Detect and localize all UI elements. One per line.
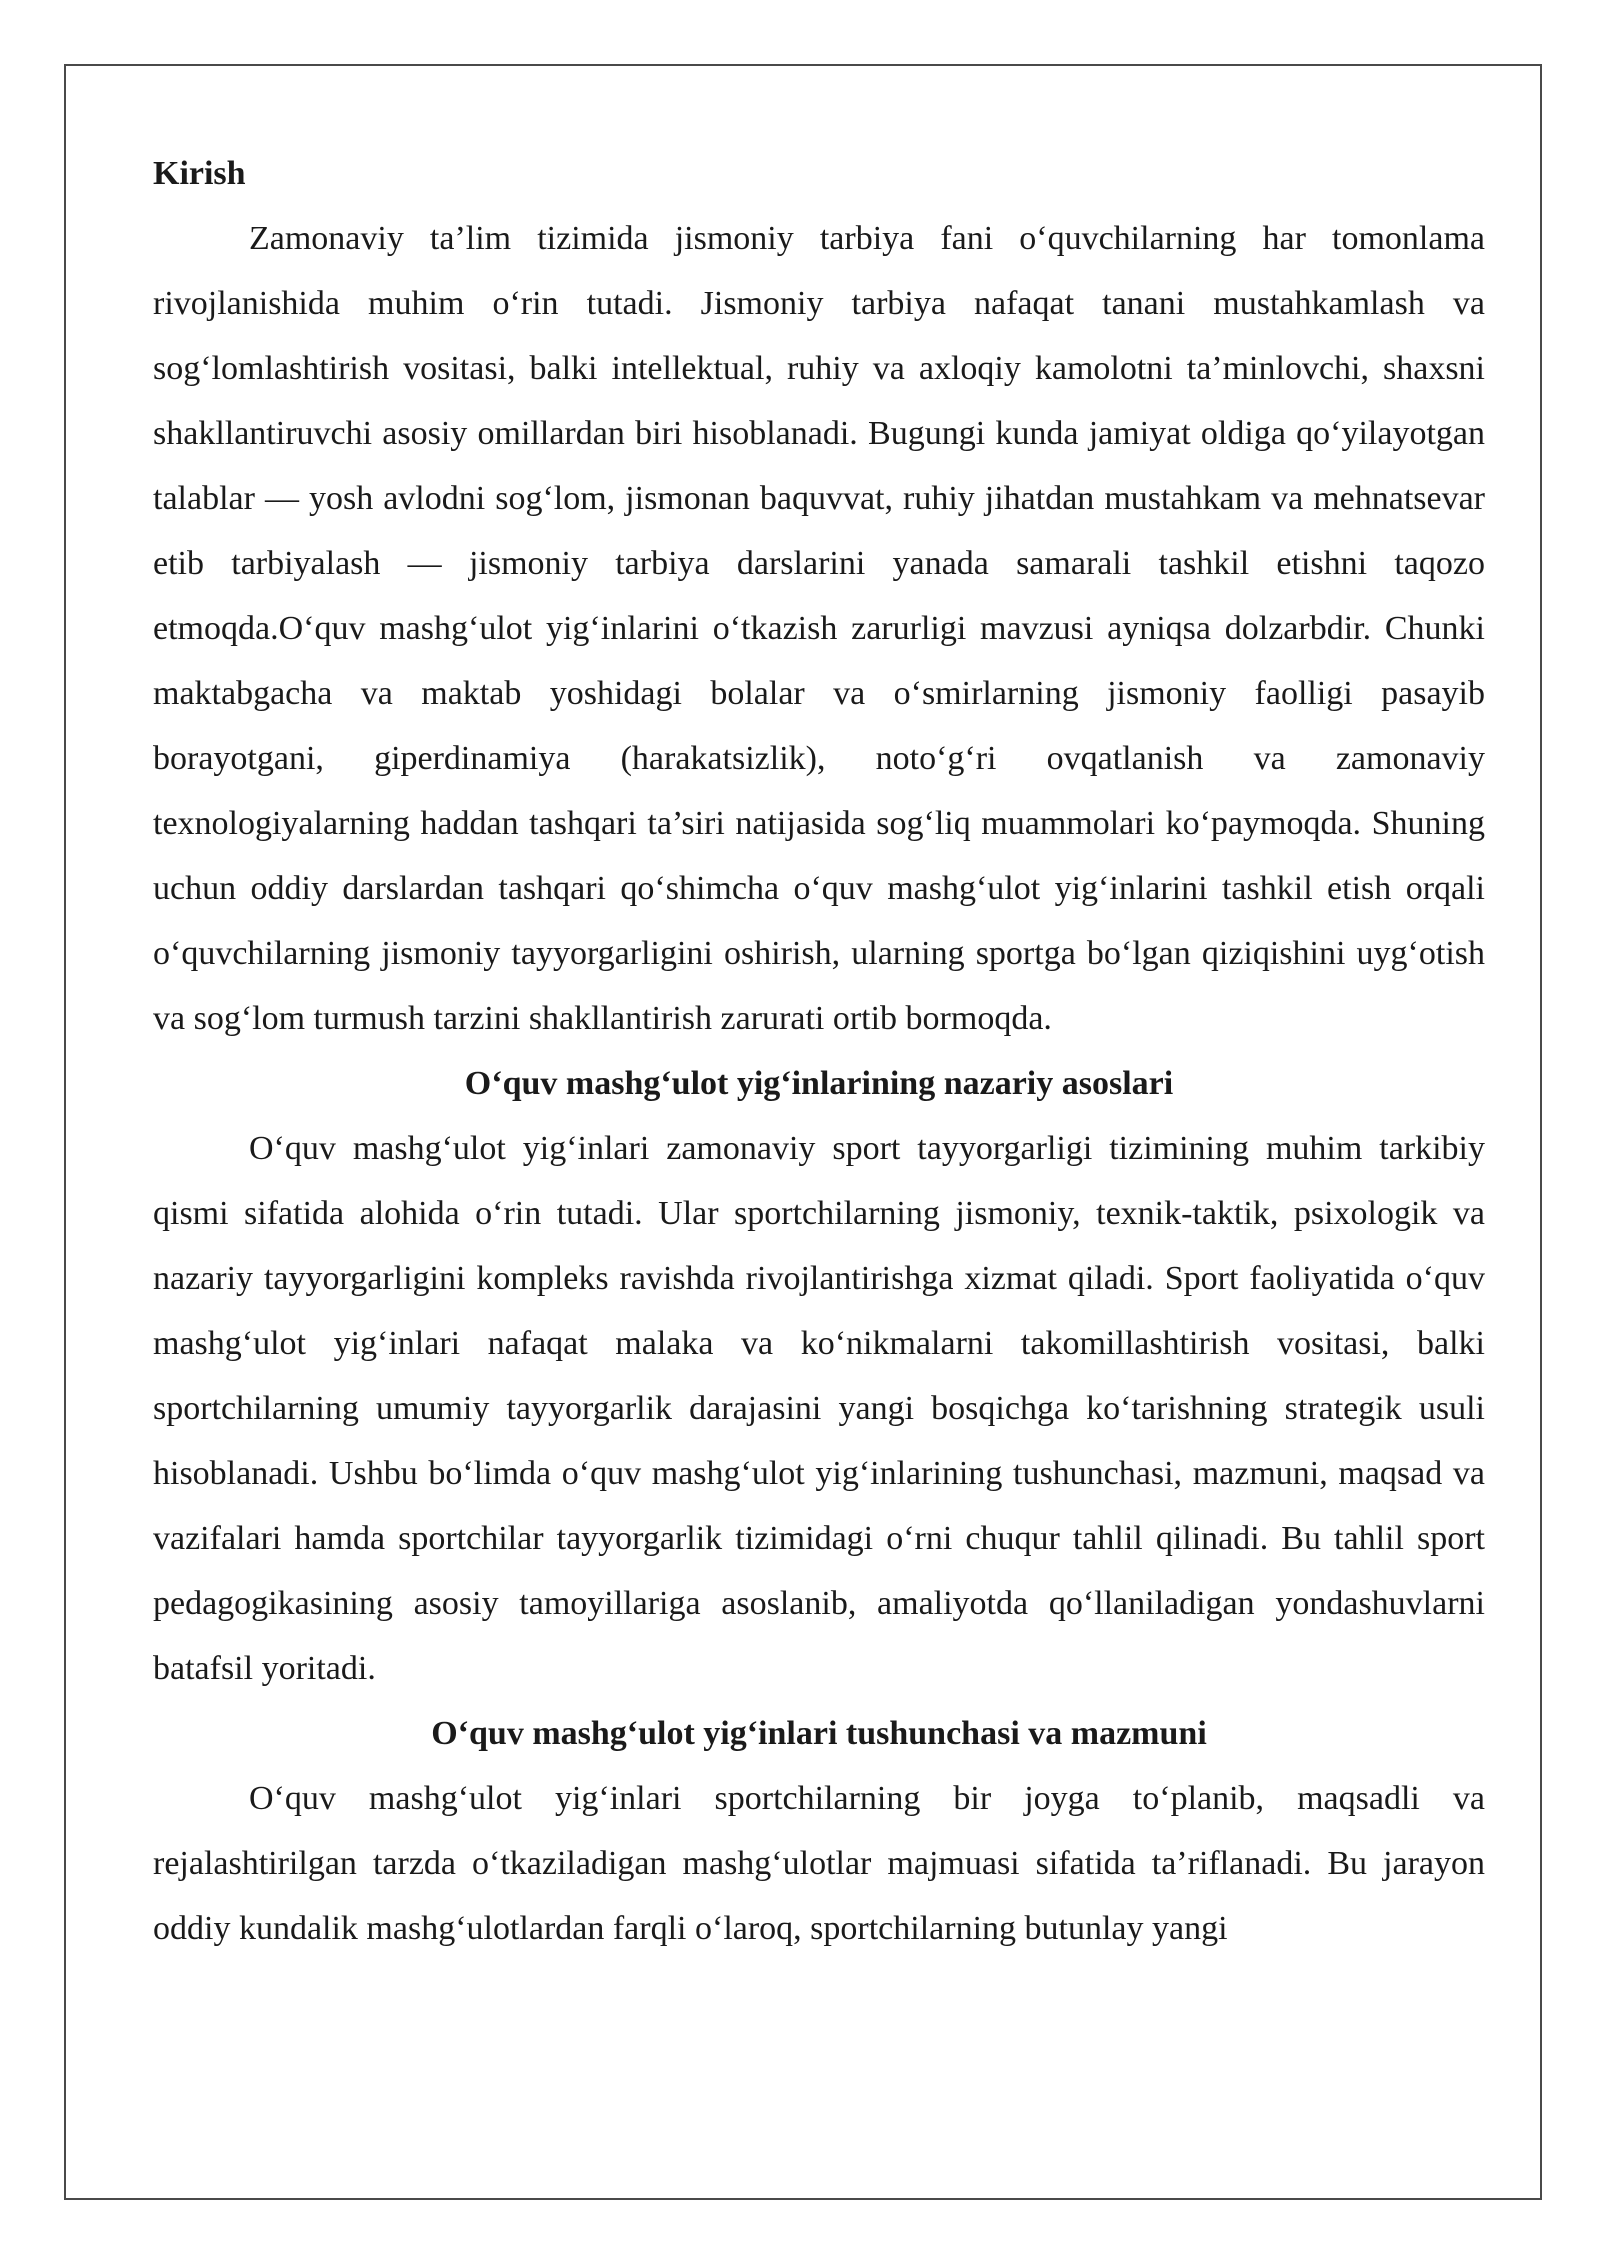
- intro-heading: Kirish: [153, 155, 246, 192]
- section-2-heading: O‘quv mashg‘ulot yig‘inlari tushunchasi va mazmuni: [431, 1715, 1207, 1752]
- intro-paragraph: Zamonaviy ta’lim tizimida jismoniy tarbiya fani o‘quvchilarning har tomonlama rivojlanishida muhim o‘rin tutadi. Jismoniy tarbiya nafaqat tanani mustahkamlash va sog‘lomlashtirish vositasi, balki intellektual, ruhiy va axloqiy kamolotni ta’minlovchi, shaxsni shakllantiruvchi asosiy omillardan biri hisoblanadi. Bugungi kunda jamiyat oldiga qo‘yilayotgan talablar — yosh avlodni sog‘lom, jismonan baquvvat, ruhiy jihatdan mustahkam va mehnatsevar etib tarbiyalash — jismoniy tarbiya darslarini yanada samarali tashkil etishni taqozo etmoqda.O‘quv mashg‘ulot yig‘inlarini o‘tkazish zarurligi mavzusi ayniqsa dolzarbdir. Chunki maktabgacha va maktab yoshidagi bolalar va o‘smirlarning jismoniy faolligi pasayib borayotgani, giperdinamiya (harakatsizlik), noto‘g‘ri ovqatlanish va zamonaviy texnologiyalarning haddan tashqari ta’siri natijasida sog‘liq muammolari ko‘paymoqda. Shuning uchun oddiy darslardan tashqari qo‘shimcha o‘quv mashg‘ulot yig‘inlarini tashkil etish orqali o‘quvchilarning jismoniy tayyorgarligini oshirish, ularning sportga bo‘lgan qiziqishini uyg‘otish va sog‘lom turmush tarzini shakllantirish zarurati ortib bormoqda.: [153, 220, 1485, 1037]
- section-1-paragraph: O‘quv mashg‘ulot yig‘inlari zamonaviy sport tayyorgarligi tizimining muhim tarkibiy qismi sifatida alohida o‘rin tutadi. Ular sportchilarning jismoniy, texnik-taktik, psixologik va nazariy tayyorgarligini kompleks ravishda rivojlantirishga xizmat qiladi. Sport faoliyatida o‘quv mashg‘ulot yig‘inlari nafaqat malaka va ko‘nikmalarni takomillashtirish vositasi, balki sportchilarning umumiy tayyorgarlik darajasini yangi bosqichga ko‘tarishning strategik usuli hisoblanadi. Ushbu bo‘limda o‘quv mashg‘ulot yig‘inlarining tushunchasi, mazmuni, maqsad va vazifalari hamda sportchilar tayyorgarlik tizimidagi o‘rni chuqur tahlil qilinadi. Bu tahlil sport pedagogikasining asosiy tamoyillariga asoslanib, amaliyotda qo‘llaniladigan yondashuvlarni batafsil yoritadi.: [153, 1130, 1485, 1687]
- document-body: [153, 141, 1485, 1961]
- section-1-heading: O‘quv mashg‘ulot yig‘inlarining nazariy asoslari: [464, 1065, 1174, 1102]
- section-2-paragraph: O‘quv mashg‘ulot yig‘inlari sportchilarning bir joyga to‘planib, maqsadli va rejalashtirilgan tarzda o‘tkaziladigan mashg‘ulotlar majmuasi sifatida ta’riflanadi. Bu jarayon oddiy kundalik mashg‘ulotlardan farqli o‘laroq, sportchilarning butunlay yangi: [153, 1780, 1485, 1947]
